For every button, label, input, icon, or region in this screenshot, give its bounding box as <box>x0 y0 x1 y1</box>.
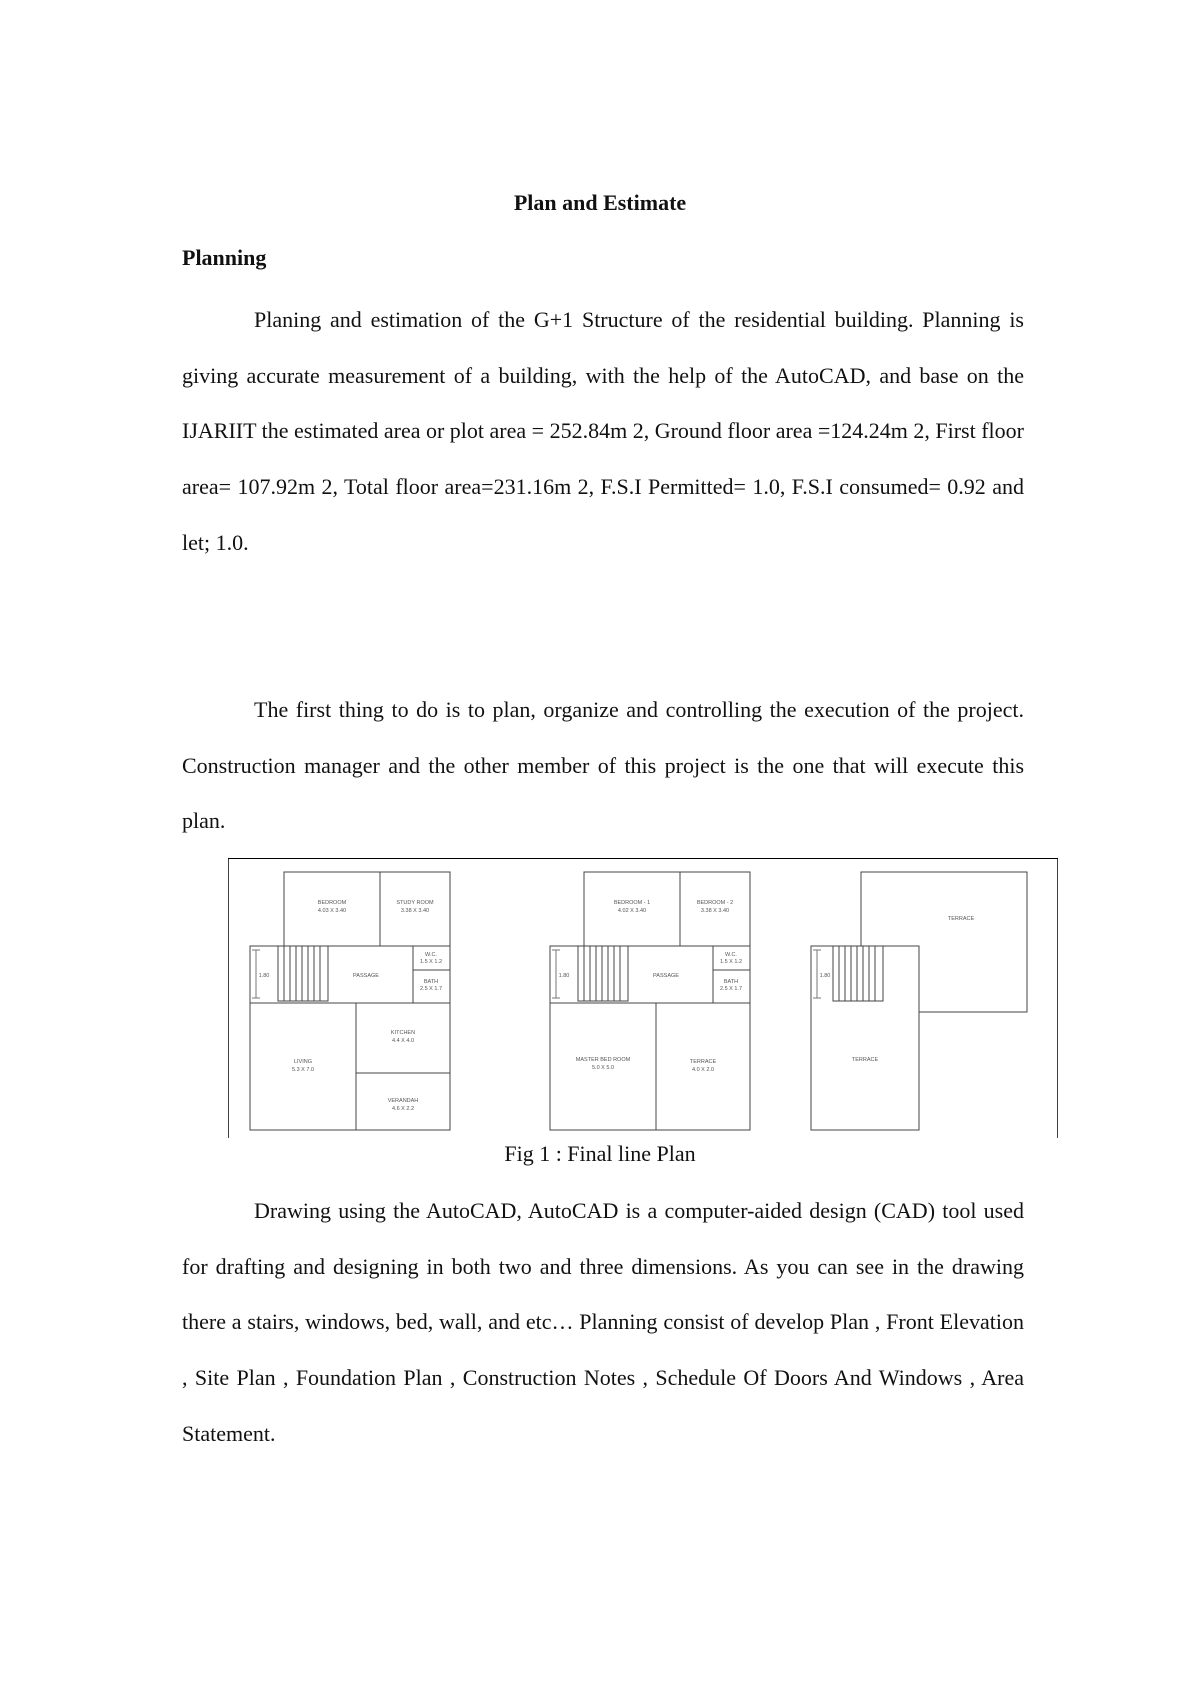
gf-bedroom-size: 4.03 X 3.40 <box>317 908 347 914</box>
gf-bath-size: 2.5 X 1.7 <box>419 986 443 992</box>
gf-kitchen-label: KITCHEN <box>390 1030 416 1036</box>
figure-caption: Fig 1 : Final line Plan <box>504 1141 696 1166</box>
ff-master-label: MASTER BED ROOM <box>575 1057 631 1063</box>
document-title: Plan and Estimate <box>513 190 687 215</box>
gf-living-size: 5.3 X 7.0 <box>291 1067 315 1073</box>
gf-study-label: STUDY ROOM <box>396 900 434 906</box>
tf-lower-terrace-label: TERRACE <box>851 1057 879 1063</box>
gf-bedroom-label: BEDROOM <box>317 900 347 906</box>
gf-passage-label: PASSAGE <box>353 973 379 979</box>
gf-verandah-label: VERANDAH <box>387 1098 419 1104</box>
ff-wc-size: 1.5 X 1.2 <box>719 959 743 965</box>
gf-study-size: 3.38 X 3.40 <box>400 908 430 914</box>
ff-wc-label: W.C. <box>725 952 737 958</box>
ff-outline <box>550 946 750 1130</box>
ff-bath-size: 2.5 X 1.7 <box>719 986 743 992</box>
ff-master-size: 5.0 X 5.0 <box>591 1065 615 1071</box>
ff-bath-label: BATH <box>723 979 739 985</box>
ff-passage-label: PASSAGE <box>653 973 679 979</box>
paragraph-autocad: Drawing using the AutoCAD, AutoCAD is a computer-aided design (CAD) tool used for drafting and designing in both two and three dimensions. As you can see in the drawing there a stairs, windows, bed, wall, and etc… Planning consist of develop Plan , Front Elevation , Site Plan , Foundation Plan , Construction Notes , Schedule Of Doors And Windows , Area Statement. <box>182 1198 1024 1446</box>
ff-terrace-size: 4.0 X 2.0 <box>691 1067 715 1073</box>
ff-terrace-label: TERRACE <box>689 1059 717 1065</box>
gf-wc-size: 1.5 X 1.2 <box>419 959 443 965</box>
paragraph-planning: Planing and estimation of the G+1 Structure of the residential building. Planning is giving accurate measurement of a building, with the help of the AutoCAD, and base on the IJARIIT the estimated area or plot area = 252.84m 2, Ground floor area =124.24m 2, First floor area= 107.92m 2, Total floor area=231.16m 2, F.S.I Permitted= 1.0, F.S.I consumed= 0.92 and let; 1.0. <box>182 307 1024 555</box>
gf-wc-label: W.C. <box>425 952 437 958</box>
ff-bedroom1-label: BEDROOM - 1 <box>613 900 651 906</box>
gf-living-label: LIVING <box>293 1059 313 1065</box>
floor-plan-drawing <box>228 858 1058 1138</box>
gf-kitchen-size: 4.4 X 4.0 <box>391 1038 415 1044</box>
ff-bedroom1-size: 4.02 X 3.40 <box>617 908 647 914</box>
ff-dimension: 1.80 <box>558 973 570 979</box>
tf-upper-terrace-label: TERRACE <box>947 916 975 922</box>
gf-dimension: 1.80 <box>258 973 270 979</box>
gf-verandah-size: 4.6 X 2.2 <box>391 1106 415 1112</box>
gf-bath-label: BATH <box>423 979 439 985</box>
ff-bedroom2-label: BEDROOM - 2 <box>696 900 734 906</box>
section-heading: Planning <box>182 245 267 270</box>
paragraph-execution: The first thing to do is to plan, organize and controlling the execution of the project. Construction manager and the other member of this project is the one that will execute this plan. <box>182 697 1024 834</box>
floor-plan-figure <box>228 858 1058 1138</box>
gf-outline <box>250 946 450 1130</box>
tf-dimension: 1.80 <box>819 973 831 979</box>
ff-bedroom2-size: 3.38 X 3.40 <box>700 908 730 914</box>
